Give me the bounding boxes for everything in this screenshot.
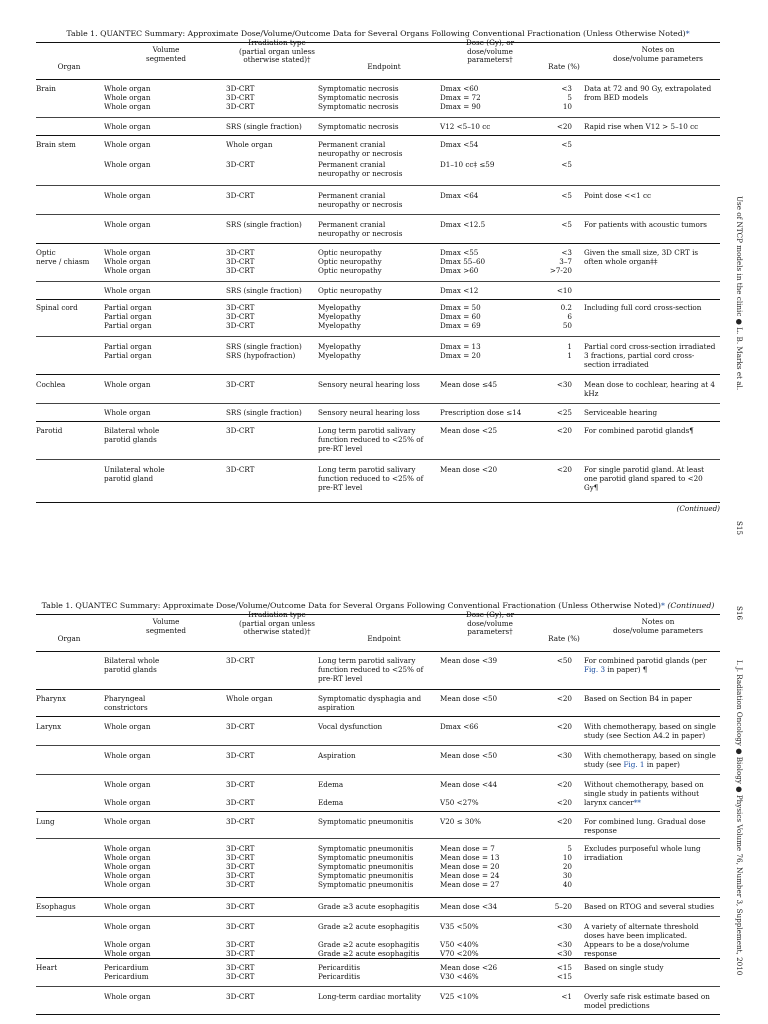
organ-group-lung: Lung Whole organ 3D-CRT Symptomatic pneumonitis V20 ≤ 30% <20 For combined lung. Gradual dose response Whole organ Whole organ Whole organ Whole organ Whole organ 3D-CRT 3D-CRT 3D-CRT 3D-CRT 3D-CRT Symptomatic pneumonitis Symptomatic pneumonitis Symptomatic pneumonitis Symptomatic pneumonitis Symptomatic pneumonitis Mean dose = 7 Mean dose = 13 Mean dose = 20 Mean dose = 24 Mean dose = 27 5 10 20 30 40 Excludes purposeful whole lung irradiation <box>36 812 720 898</box>
running-head-top: Use of NTCP models in the clinic ● L. B. Marks et al. <box>735 196 744 391</box>
organ-group-esophagus: Esophagus Whole organ 3D-CRT Grade ≥3 acute esophagitis Mean dose <34 5–20 Based on RTOG and several studies Whole organ Whole organ Whole organ 3D-CRT 3D-CRT 3D-CRT Grade ≥2 acute esophagitis Grade ≥2 acute esophagitis Grade ≥2 acute esophagitis V35 <50% V50 <40% V70 <20% <30 <30 <30 A variety of alternate threshold doses have been implicated. Appears to be a dose/volume response <box>36 898 720 959</box>
organ-group-parotid: Parotid Bilateral whole parotid glands 3D-CRT Long term parotid salivary function reduced to <25% of pre-RT level Mean dose <25 <20 For combined parotid glands¶ Unilateral whole parotid gland 3D-CRT Long term parotid salivary function reduced to <25% of pre-RT level Mean dose <20 <20 For single parotid gland. At least one parotid gland spared to <20 Gy¶ <box>36 422 720 503</box>
table-bottom <box>36 600 720 1015</box>
organ-group-parotid-cont: Bilateral whole parotid glands 3D-CRT Long term parotid salivary function reduced to <25% of pre-RT level Mean dose <39 <50 For combined parotid glands (per Fig. 3 in paper) ¶ <box>36 652 720 690</box>
table-header: Organ Volume segmented Irradiation type (partial organ unless otherwise stated)† Endpoint Dose (Gy), or dose/volume parameters† Rate (%) Notes on dose/volume parameters <box>36 615 720 652</box>
continued-label: (Continued) <box>676 504 720 513</box>
table-top <box>36 28 720 515</box>
page-number-top: S15 <box>735 521 744 536</box>
organ-group-pharynx: Pharynx Pharyngeal constrictors Whole organ Symptomatic dysphagia and aspiration Mean dose <50 <20 Based on Section B4 in paper <box>36 690 720 717</box>
page-number-bottom: S16 <box>735 606 744 621</box>
organ-group-heart: Heart Pericardium Pericardium 3D-CRT 3D-CRT Pericarditis Pericarditis Mean dose <26 V30 <46% <15 <15 Based on single study Whole organ 3D-CRT Long-term cardiac mortality V25 <10% <1 Overly safe risk estimate based on model predictions <box>36 959 720 1015</box>
running-head-bottom: I. J. Radiation Oncology ● Biology ● Physics Volume 76, Number 3, Supplement, 2010 <box>735 660 744 976</box>
organ-group-spinal-cord: Spinal cord Partial organ Partial organ Partial organ 3D-CRT 3D-CRT 3D-CRT Myelopathy Myelopathy Myelopathy Dmax = 50 Dmax = 60 Dmax = 69 0.2 6 50 Including full cord cross-section Partial organ Partial organ SRS (single fraction) SRS (hypofraction) Myelopathy Myelopathy Dmax = 13 Dmax = 20 1 1 Partial cord cross-section irradiated 3 fractions, partial cord cross-section irradiated <box>36 300 720 375</box>
organ-group-brain: Brain Whole organ Whole organ Whole organ 3D-CRT 3D-CRT 3D-CRT Symptomatic necrosis Symptomatic necrosis Symptomatic necrosis Dmax <60 Dmax = 72 Dmax = 90 <3 5 10 Data at 72 and 90 Gy, extrapolated from BED models Whole organ SRS (single fraction) Symptomatic necrosis V12 <5–10 cc <20 Rapid rise when V12 > 5–10 cc <box>36 80 720 136</box>
figure-link[interactable]: Fig. 1 <box>623 760 645 769</box>
organ-group-optic: Optic nerve / chiasm Whole organ Whole organ Whole organ 3D-CRT 3D-CRT 3D-CRT Optic neuropathy Optic neuropathy Optic neuropathy Dmax <55 Dmax 55–60 Dmax >60 <3 3–7 >7-20 Given the small size, 3D CRT is often whole organ‡‡ Whole organ SRS (single fraction) Optic neuropathy Dmax <12 <10 <box>36 244 720 300</box>
organ-group-cochlea: Cochlea Whole organ 3D-CRT Sensory neural hearing loss Mean dose ≤45 <30 Mean dose to cochlear, hearing at 4 kHz Whole organ SRS (single fraction) Sensory neural hearing loss Prescription dose ≤14 <25 Serviceable hearing <box>36 375 720 422</box>
table-header: Organ Volume segmented Irradiation type (partial organ unless otherwise stated)† Endpoint Dose (Gy), or dose/volume parameters† Rate (%) Notes on dose/volume parameters <box>36 43 720 80</box>
organ-group-larynx: Larynx Whole organ 3D-CRT Vocal dysfunction Dmax <66 <20 With chemotherapy, based on single study (see Section A4.2 in paper) Whole organ 3D-CRT Aspiration Mean dose <50 <30 With chemotherapy, based on single study (see Fig. 1 in paper) Whole organ Whole organ 3D-CRT 3D-CRT Edema Edema Mean dose <44 V50 <27% <20 <20 Without chemotherapy, based on single study in patients without larynx cancer** <box>36 717 720 812</box>
figure-link[interactable]: Fig. 3 <box>584 665 606 674</box>
header-organ: Organ <box>57 62 81 71</box>
organ-group-brain-stem: Brain stem Whole organ Whole organ Permanent cranial neuropathy or necrosis Dmax <54 <5 Whole organ 3D-CRT Permanent cranial neuropathy or necrosis D1–10 cc‡ ≤59 <5 Whole organ 3D-CRT Permanent cranial neuropathy or necrosis Dmax <64 <5 Point dose <<1 cc Whole organ SRS (single fraction) Permanent cranial neuropathy or necrosis Dmax <12.5 <5 For patients with acoustic tumors <box>36 136 720 244</box>
table-caption-continued: Table 1. QUANTEC Summary: Approximate Dose/Volume/Outcome Data for Several Organs Following Conventional Fractionation (Unless Otherwise Noted)* (Continued) <box>41 601 715 610</box>
table-caption: Table 1. QUANTEC Summary: Approximate Dose/Volume/Outcome Data for Several Organs Following Conventional Fractionation (Unless Otherwise Noted)* <box>66 29 690 38</box>
